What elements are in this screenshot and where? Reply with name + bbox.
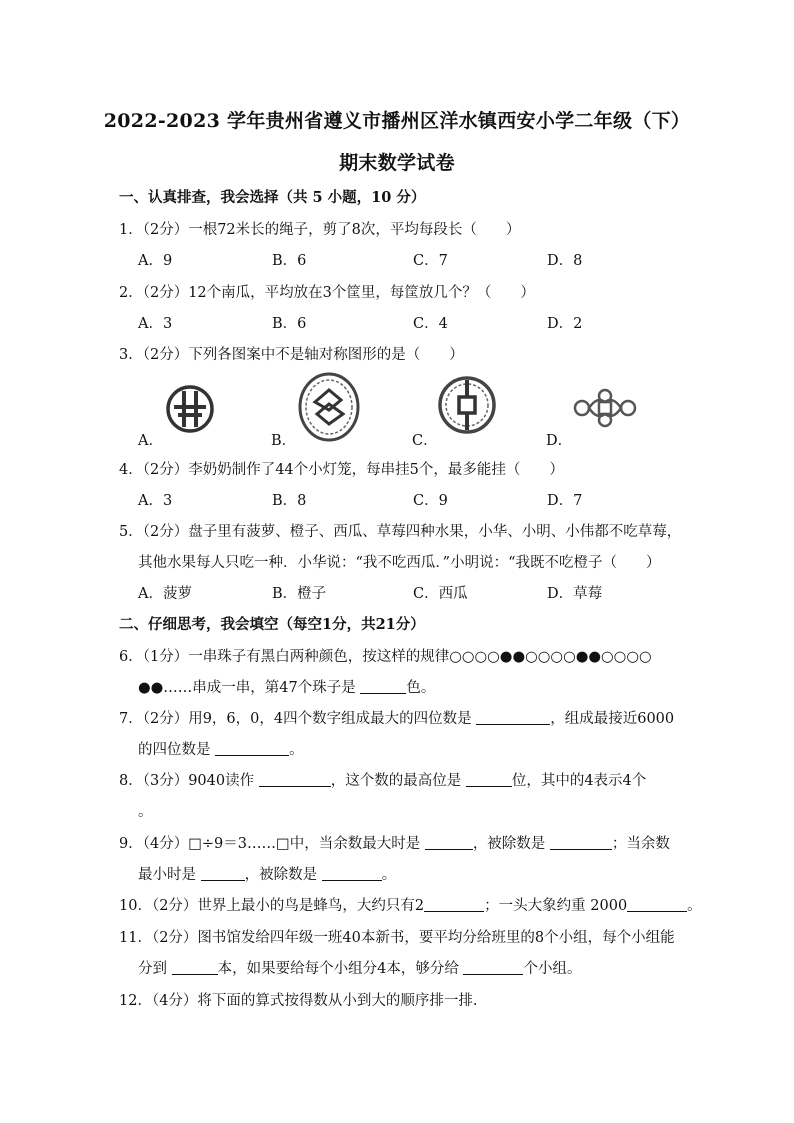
bank-logo-icon xyxy=(164,383,216,435)
option-b: B．橙子 xyxy=(272,586,327,602)
question-6-line2 xyxy=(138,676,435,697)
option-c: C．4 xyxy=(413,316,448,332)
question-7-line2 xyxy=(138,738,304,759)
q9-text-e: ，被除数是 xyxy=(244,867,322,883)
q7-text-b: ，组成最接近6000 xyxy=(550,711,675,727)
question-9-line1 xyxy=(119,832,670,853)
option-d: D．8 xyxy=(547,253,583,269)
option-b: B．8 xyxy=(272,493,307,509)
option-b: B．6 xyxy=(272,253,307,269)
q10-text-b: ；一头大象约重 2000 xyxy=(484,898,628,914)
q3-option-b-label: B． xyxy=(271,433,297,449)
option-c: C．西瓜 xyxy=(413,586,468,602)
q7-text-a: 7．（2分）用9，6，0，4四个数字组成最大的四位数是 xyxy=(119,711,477,727)
option-c: C．9 xyxy=(413,493,448,509)
option-a: A．3 xyxy=(138,316,173,332)
question-8-line1 xyxy=(119,769,646,790)
q3-option-a-label: A． xyxy=(138,433,163,449)
answer-blank[interactable] xyxy=(259,772,331,787)
q9-text-a: 9．（4分）□÷9＝3……□中，当余数最大时是 xyxy=(119,836,425,852)
question-11-line1: 11．（2分）图书馆发给四年级一班40本新书，要平均分给班里的8个小组，每个小组能 xyxy=(119,930,675,946)
exam-title-line2: 期末数学试卷 xyxy=(339,152,455,174)
q3-option-c-label: C． xyxy=(412,433,438,449)
option-d: D．草莓 xyxy=(547,586,603,602)
option-b: B．6 xyxy=(272,316,307,332)
answer-blank[interactable] xyxy=(463,960,523,975)
question-8-line2: 。 xyxy=(138,804,153,820)
question-7-line1 xyxy=(119,707,674,728)
question-9-line2 xyxy=(138,863,396,884)
q10-text-c: 。 xyxy=(687,898,702,914)
question-5-line2: 其他水果每人只吃一种．小华说：“我不吃西瓜．”小明说：“我既不吃橙子（ ） xyxy=(138,555,661,571)
exam-title-line1: 2022-2023 学年贵州省遵义市播州区洋水镇西安小学二年级（下） xyxy=(103,110,691,132)
coin-logo-icon xyxy=(436,374,498,436)
question-3: 3．（2分）下列各图案中不是轴对称图形的是（ ） xyxy=(119,347,464,363)
q6-text-a: ●●……串成一串，第47个珠子是 xyxy=(138,680,361,696)
mobile-logo-icon xyxy=(297,372,361,442)
q11-text-a: 分到 xyxy=(138,961,172,977)
question-4: 4．（2分）李奶奶制作了44个小灯笼，每串挂5个，最多能挂（ ） xyxy=(119,462,564,478)
q8-text-c: 位，其中的4表示4个 xyxy=(511,773,647,789)
question-12: 12．（4分）将下面的算式按得数从小到大的顺序排一排. xyxy=(119,993,478,1009)
answer-blank[interactable] xyxy=(172,960,218,975)
answer-blank[interactable] xyxy=(424,897,484,912)
option-a: A．菠萝 xyxy=(138,586,192,602)
answer-blank[interactable] xyxy=(201,866,245,881)
q7-text-d: 。 xyxy=(289,742,304,758)
section-2-heading: 二、仔细思考，我会填空（每空1分，共21分） xyxy=(119,616,425,633)
question-5-line1: 5．（2分）盘子里有菠萝、橙子、西瓜、草莓四种水果，小华、小明、小伟都不吃草莓， xyxy=(119,524,682,540)
answer-blank[interactable] xyxy=(425,835,473,850)
question-6-line1: 6．（1分）一串珠子有黑白两种颜色，按这样的规律○○○○●●○○○○●●○○○○ xyxy=(119,649,652,665)
q9-text-b: ，被除数是 xyxy=(472,836,550,852)
section-1-heading: 一、认真排查，我会选择（共 5 小题，10 分） xyxy=(119,189,426,206)
q9-text-c: ；当余数 xyxy=(611,836,670,852)
answer-blank[interactable] xyxy=(322,866,382,881)
unicom-knot-icon xyxy=(570,388,640,428)
q8-text-a: 8．（3分）9040读作 xyxy=(119,773,259,789)
answer-blank[interactable] xyxy=(360,679,406,694)
question-2: 2．（2分）12个南瓜，平均放在3个筐里，每筐放几个？（ ） xyxy=(119,285,535,301)
q3-option-d-label: D． xyxy=(546,433,573,449)
q9-text-d: 最小时是 xyxy=(138,867,201,883)
q10-text-a: 10．（2分）世界上最小的鸟是蜂鸟，大约只有2 xyxy=(119,898,425,914)
option-a: A．3 xyxy=(138,493,173,509)
option-a: A．9 xyxy=(138,253,173,269)
q7-text-c: 的四位数是 xyxy=(138,742,216,758)
answer-blank[interactable] xyxy=(215,741,289,756)
option-c: C．7 xyxy=(413,253,448,269)
q6-text-b: 色。 xyxy=(406,680,436,696)
answer-blank[interactable] xyxy=(476,710,550,725)
question-1: 1．（2分）一根72米长的绳子，剪了8次，平均每段长（ ） xyxy=(119,222,521,238)
option-d: D．7 xyxy=(547,493,583,509)
q8-text-b: ，这个数的最高位是 xyxy=(330,773,466,789)
q11-text-c: 个小组。 xyxy=(523,961,582,977)
question-11-line2 xyxy=(138,957,581,978)
answer-blank[interactable] xyxy=(627,897,687,912)
q11-text-b: 本，如果要给每个小组分4本，够分给 xyxy=(217,961,464,977)
q9-text-f: 。 xyxy=(381,867,397,883)
answer-blank[interactable] xyxy=(466,772,512,787)
answer-blank[interactable] xyxy=(550,835,612,850)
option-d: D．2 xyxy=(547,316,583,332)
question-10 xyxy=(119,894,702,915)
